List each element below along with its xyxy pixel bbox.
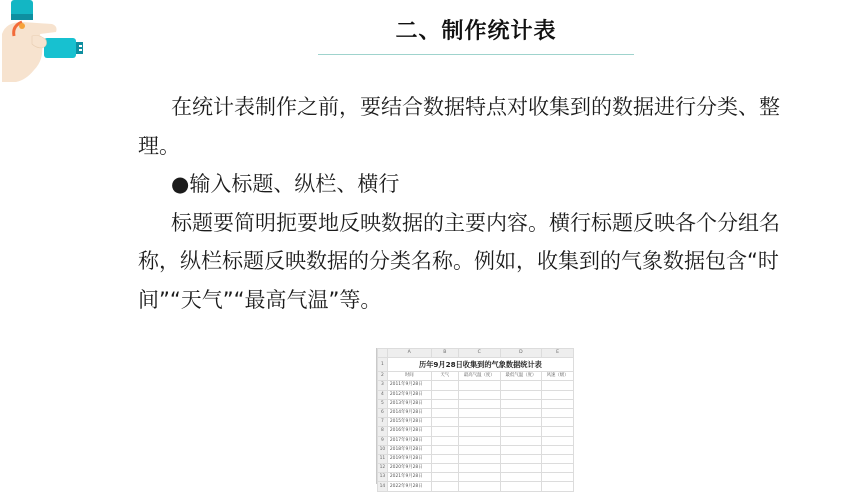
empty-cell [458, 436, 500, 445]
row-number: 8 [378, 427, 388, 436]
date-cell: 2015年9月28日 [387, 418, 431, 427]
empty-cell [500, 390, 542, 399]
table-row [378, 464, 574, 473]
empty-cell [500, 454, 542, 463]
empty-cell [542, 454, 574, 463]
empty-cell [542, 436, 574, 445]
empty-cell [431, 482, 458, 491]
empty-cell [500, 399, 542, 408]
row-number: 13 [378, 473, 388, 482]
col-letter: D [500, 349, 542, 358]
header-cell: 时间 [387, 372, 431, 381]
row-number: 9 [378, 436, 388, 445]
empty-cell [500, 482, 542, 491]
table-row [378, 436, 574, 445]
table-row [378, 454, 574, 463]
empty-cell [458, 427, 500, 436]
empty-cell [542, 464, 574, 473]
row-number: 10 [378, 445, 388, 454]
empty-cell [458, 464, 500, 473]
empty-cell [458, 445, 500, 454]
header-cell: 天气 [431, 372, 458, 381]
spreadsheet-thumbnail [376, 348, 574, 489]
row-number: 6 [378, 408, 388, 417]
table-row [378, 427, 574, 436]
row-number: 14 [378, 482, 388, 491]
empty-cell [500, 436, 542, 445]
col-letter: B [431, 349, 458, 358]
row-number: 12 [378, 464, 388, 473]
empty-cell [431, 464, 458, 473]
date-cell: 2020年9月28日 [387, 464, 431, 473]
paragraph-intro: 在统计表制作之前，要结合数据特点对收集到的数据进行分类、整理。 [138, 95, 780, 158]
row-number: 11 [378, 454, 388, 463]
header-cell: 最低气温（度） [500, 372, 542, 381]
date-cell: 2013年9月28日 [387, 399, 431, 408]
table-row [378, 408, 574, 417]
empty-cell [500, 381, 542, 390]
empty-cell [431, 408, 458, 417]
date-cell: 2014年9月28日 [387, 408, 431, 417]
body-text [138, 88, 798, 319]
empty-cell [431, 427, 458, 436]
empty-cell [542, 399, 574, 408]
empty-cell [458, 473, 500, 482]
empty-cell [458, 408, 500, 417]
col-letter: C [458, 349, 500, 358]
column-letter-row [378, 349, 574, 358]
empty-cell [431, 418, 458, 427]
date-cell: 2022年9月28日 [387, 482, 431, 491]
empty-cell [542, 473, 574, 482]
corner-cell [378, 349, 388, 358]
table-row [378, 473, 574, 482]
sheet-title-row [378, 358, 574, 372]
empty-cell [542, 427, 574, 436]
empty-cell [500, 473, 542, 482]
empty-cell [500, 445, 542, 454]
date-cell: 2021年9月28日 [387, 473, 431, 482]
date-cell: 2018年9月28日 [387, 445, 431, 454]
sheet-title: 历年9月28日收集到的气象数据统计表 [387, 358, 573, 372]
table-row [378, 399, 574, 408]
row-number: 4 [378, 390, 388, 399]
empty-cell [431, 390, 458, 399]
empty-cell [458, 418, 500, 427]
empty-cell [431, 473, 458, 482]
header-cell: 最高气温（度） [458, 372, 500, 381]
table-row [378, 445, 574, 454]
page-title: 二、制作统计表 [395, 19, 557, 44]
date-cell: 2019年9月28日 [387, 454, 431, 463]
table-row [378, 381, 574, 390]
empty-cell [500, 427, 542, 436]
empty-cell [431, 381, 458, 390]
empty-cell [542, 390, 574, 399]
date-cell: 2012年9月28日 [387, 390, 431, 399]
empty-cell [542, 408, 574, 417]
table-row [378, 482, 574, 491]
empty-cell [458, 381, 500, 390]
bullet-heading: ●输入标题、纵栏、横行 [171, 172, 400, 196]
empty-cell [458, 454, 500, 463]
paragraph-example: 标题要简明扼要地反映数据的主要内容。横行标题反映各个分组名称，纵栏标题反映数据的分类名称。例如，收集到的气象数据包含“时间”“天气”“最高气温”等。 [138, 210, 780, 312]
empty-cell [500, 418, 542, 427]
row-number: 3 [378, 381, 388, 390]
empty-cell [458, 399, 500, 408]
empty-cell [431, 399, 458, 408]
row-number: 7 [378, 418, 388, 427]
row-number: 2 [378, 372, 388, 381]
empty-cell [431, 445, 458, 454]
col-letter: A [387, 349, 431, 358]
empty-cell [500, 464, 542, 473]
empty-cell [431, 454, 458, 463]
empty-cell [458, 390, 500, 399]
col-letter: E [542, 349, 574, 358]
date-cell: 2016年9月28日 [387, 427, 431, 436]
date-cell: 2011年9月28日 [387, 381, 431, 390]
header-cell: 风速（级） [542, 372, 574, 381]
table-row [378, 390, 574, 399]
empty-cell [542, 381, 574, 390]
empty-cell [542, 482, 574, 491]
empty-cell [458, 482, 500, 491]
sheet-header-row [378, 372, 574, 381]
row-number: 1 [378, 358, 388, 372]
date-cell: 2017年9月28日 [387, 436, 431, 445]
empty-cell [542, 445, 574, 454]
table-row [378, 418, 574, 427]
empty-cell [431, 436, 458, 445]
hand-usb-icon [0, 0, 90, 90]
title-underline [318, 54, 634, 55]
empty-cell [500, 408, 542, 417]
empty-cell [542, 418, 574, 427]
row-number: 5 [378, 399, 388, 408]
